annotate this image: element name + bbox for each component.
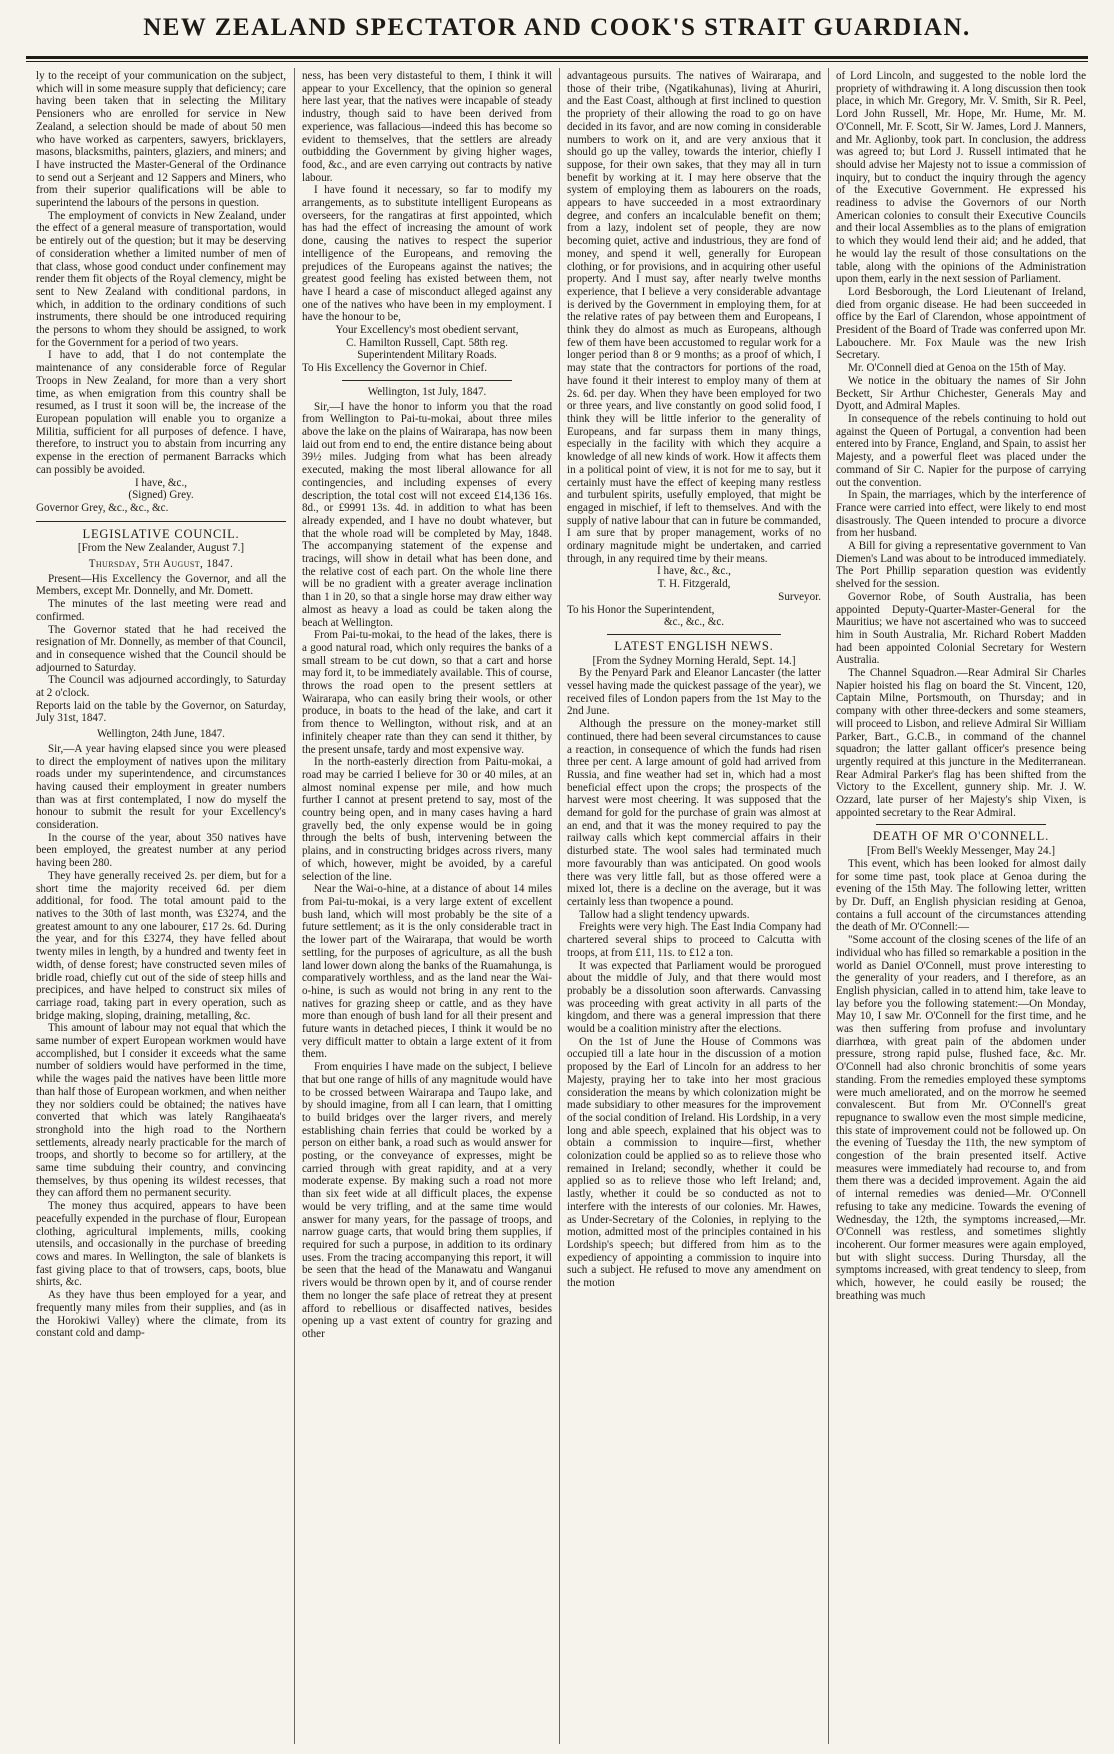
- section-rule: [607, 634, 781, 635]
- paragraph: I have to add, that I do not contemplate the maintenance of any considerable force of Regular Troops in New Zealand, for more than a very short time, as when emigration from this country shall be resumed, as I trust it soon will be, the increase of the European population will enable you to organize a Militia, sufficient for all purposes of defence. I have, therefore, to instruct you to abstain from incurring any expense in the erection of permanent Barracks which can possibly be avoided.: [36, 349, 286, 476]
- source-line: [From the Sydney Morning Herald, Sept. 14.]: [592, 654, 796, 667]
- paragraph: This event, which has been looked for almost daily for some time past, took place at Genoa during the evening of the 15th May. The following letter, written by Dr. Duff, an English physician residing at Genoa, contains a full account of the circumstances attending the death of Mr. O'Connell:—: [836, 857, 1086, 934]
- paragraph: A Bill for giving a representative government to Van Diemen's Land was about to be introduced immediately. The Port Phillip separation question was evidently shelved for the session.: [836, 540, 1086, 591]
- paragraph: On the 1st of June the House of Commons was occupied till a late hour in the discussion of a motion proposed by the Earl of Lincoln for an address to her Majesty, praying her to take into her most gracious consideration the means by which colonization might be made subsidiary to other measures for the improvement of the social condition of Ireland. His Lordship, in a very long and able speech, explained that his object was to obtain a commission to inquire—first, whether colonization could be applied so as to relieve those who remained in Ireland; secondly, whether it could be applied so as to relieve those who left Ireland; and, lastly, whether it could be so conducted as not to interfere with the interests of our colonies. Mr. Hawes, as Under-Secretary of the Colonies, in replying to the motion, admitted most of the principles contained in his Lordship's speech; but differed from him as to the expediency of appointing a commission to inquire into such a subject. He refused to move any amendment on the motion: [567, 1035, 821, 1290]
- paragraph: Reports laid on the table by the Governor, on Saturday, July 31st, 1847.: [36, 699, 286, 725]
- signature-line: &c., &c., &c.: [663, 616, 725, 629]
- paragraph: The Channel Squadron.—Rear Admiral Sir Charles Napier hoisted his flag on board the St. Vincent, 120, Captain Milne, Portsmouth, on Thursday; and in company with other three-deckers and some steamers, will proceed to Lisbon, and relieve Admiral Sir William Parker, Bart., G.C.B., in command of the channel squadron; the latter gallant officer's presence being urgently required at this juncture in the Mediterranean. Rear Admiral Parker's flag has been shifted from the Victory to the Excellent, gunnery ship. Mr. J. W. Ozzard, late purser of her Majesty's ship Vixen, is appointed secretary to the Rear Admiral.: [836, 667, 1086, 819]
- paragraph: advantageous pursuits. The natives of Wairarapa, and those of their tribe, (Ngatikahunas), living at Ahuriri, and the East Coast, although at first inclined to question the propriety of their allowing the road to go on have decided in its favor, and are now coming in considerable numbers to work on it, and are very anxious that it should go up the valley, towards the interior, chiefly I suppose, for their own sakes, that they may all in turn benefit by working at it. I may here observe that the system of employing them as labourers on the roads, appears to have succeeded in a most extraordinary degree, and confers an incalculable benefit on them; from a lazy, indolent set of people, they are now becoming quiet, active and industrious, they are fond of money, and spend it well, generally for European clothing, or for provisions, and in acquiring other useful property. And I must say, after nearly twelve months experience, that I believe a very considerable advantage is derived by the Government in employing them, for at the relative rates of pay between them and Europeans, I think they do almost as much as Europeans, although few of them have been accustomed to regular work for a longer period than 8 or 9 months; as a proof of which, I may state that the contractors for portions of the road, have found it their interest to employ many of them at 2s. 6d. per day. When they have been employed for two or three years, and live constantly on good solid food, I think they will be little inferior to the generality of Europeans, and far surpass them in many things, especially in the facility with which they acquire a knowledge of all new kinds of work. How it affects them in a political point of view, it is not for me to say, but it certainly must have the effect of keeping many restless and turbulent spirits, usefully employed, that might be engaged in mischief, if left to themselves. And with the supply of native labour that can in future be commanded, I am sure that by proper management, works of no ordinary magnitude might be undertaken, and carried through, in any required time by their means.: [567, 70, 821, 565]
- paragraph: Near the Wai-o-hine, at a distance of about 14 miles from Pai-tu-mokai, is a very large extent of excellent bush land, which will most probably be the site of a future settlement; as it is the only considerable tract in the lower part of the Wairarapa, that would be worth settling, for the purposes of agriculture, as all the bush land lower down along the banks of the Ruamahunga, is comparatively worthless, and as the land near the Wai-o-hine, is such as would not bring in any rent to the natives for grazing sheep or cattle, and as they have more than enough of bush land for all their present and future wants in detached pieces, I think it would be no very difficult matter to obtain a large extent of it from them.: [302, 883, 552, 1061]
- signature-line: To his Honor the Superintendent,: [567, 603, 715, 616]
- signature-line: Your Excellency's most obedient servant,: [335, 324, 519, 337]
- paragraph: The money thus acquired, appears to have been peacefully expended in the purchase of flour, European clothing, agricultural implements, mills, cooking utensils, and occasionally in the purchase of breeding cows and mares. In Wellington, the sale of blankets is fast giving place to that of trowsers, caps, boots, blue shirts, &c.: [36, 1200, 286, 1289]
- section-rule: [342, 380, 512, 381]
- signature-line: T. H. Fitzgerald,: [657, 578, 731, 591]
- source-line: [From the New Zealander, August 7.]: [77, 542, 245, 555]
- paragraph: ly to the receipt of your communication on the subject, which will in some measure supply that deficiency; care having been taken that in selecting the Military Pensioners who are enrolled for service in New Zealand, a selection should be made of about 50 men who have worked as carpenters, sawyers, bricklayers, masons, blacksmiths, painters, glaziers, and miners; and I have instructed the Master-General of the Ordinance to send out a Serjeant and 12 Sappers and Miners, who from their superior qualifications will be able to superintend the labours of the persons in question.: [36, 70, 286, 210]
- paragraph: Although the pressure on the money-market still continued, there had been several circumstances to cause a reaction, in consequence of which the funds had risen three per cent. A large amount of gold had arrived from Russia, and fine weather had set in, which had a most beneficial effect upon the crops; the prospects of the harvest were most cheering. It was supposed that the demand for gold for the purchase of grain was almost at an end, and that it was the money required to pay the railway calls which kept commercial affairs in their disturbed state. The wool sales had terminated much more favourably than was anticipated. On good wools there was very little fall, but as those offered were a mixed lot, there is a decline on the average, but it was certainly less than twopence a pound.: [567, 718, 821, 908]
- paragraph: Sir,—I have the honor to inform you that the road from Wellington to Pai-tu-mokai, about three miles above the lake on the plains of Wairarapa, has now been laid out from end to end, the entire distance being about 39½ miles. Judging from what has been already executed, making the most liberal allowance for all contingencies, and including expenses of every description, the total cost will not exceed £14,136 16s. 8d., or £9991 13s. 4d. in addition to what has been already expended, and I have no doubt whatever, but that the whole road will be completed by May, 1848. The accompanying statement of the expense and tracings, will show in detail what has been done, and the relative cost of each part. On the whole line there will be no gradient with a greater average inclination than 1 in 20, so that a single horse may draw either way almost as heavy a load as could be taken along the beach at Wellington.: [302, 400, 552, 629]
- column-divider: [294, 68, 295, 1744]
- paragraph: Freights were very high. The East India Company had chartered several ships to proceed to Calcutta with troops, at from £11, 11s. to £12 a ton.: [567, 921, 821, 959]
- section-heading: LEGISLATIVE COUNCIL.: [82, 526, 240, 541]
- section-heading: LATEST ENGLISH NEWS.: [614, 638, 774, 653]
- signature-line: Governor Grey, &c., &c., &c.: [36, 501, 169, 514]
- section-heading: DEATH OF MR O'CONNELL.: [872, 829, 1050, 844]
- paragraph: Tallow had a slight tendency upwards.: [579, 908, 750, 921]
- masthead-rule: [26, 56, 1088, 59]
- paragraph: ness, has been very distasteful to them, I think it will appear to your Excellency, that the opinion so general here last year, that the natives were incapable of steady industry, though said to have been derived from experience, was fallacious—indeed this has become so evident to themselves, that the settlers are already outbidding the Government by giving higher wages, food, &c., and are even carrying out contracts by native labour.: [302, 70, 552, 184]
- paragraph: The Council was adjourned accordingly, to Saturday at 2 o'clock.: [36, 674, 286, 700]
- paragraph: In the course of the year, about 350 natives have been employed, the greatest number at any period having been 280.: [36, 831, 286, 870]
- dateline: Thursday, 5th August, 1847.: [88, 558, 234, 571]
- masthead-rule-thin: [26, 61, 1088, 62]
- paragraph: By the Penyard Park and Eleanor Lancaster (the latter vessel having made the quickest passage of the year), we received files of London papers from the 1st May to the 2nd June.: [567, 667, 821, 718]
- paragraph: We notice in the obituary the names of Sir John Beckett, Sir Arthur Chichester, Generals May and Dyott, and Admiral Maples.: [836, 374, 1086, 413]
- column-3: [567, 70, 821, 1742]
- dateline: Wellington, 1st July, 1847.: [367, 385, 487, 398]
- paragraph: Governor Robe, of South Australia, has been appointed Deputy-Quarter-Master-General for the Mauritius; we have not ascertained who was to succeed him in South Australia, Mr. Richard Robert Madden had been appointed Colonial Secretary for Western Australia.: [836, 590, 1086, 667]
- column-4: [836, 70, 1086, 1742]
- signature-line: I have, &c., &c.,: [657, 565, 731, 578]
- paragraph: The minutes of the last meeting were read and confirmed.: [36, 598, 286, 623]
- paragraph: This amount of labour may not equal that which the same number of expert European workmen would have accomplished, but I consider it exceeds what the same number of soldiers would have performed in the time, while the wages paid the natives have been little more than half those of European workmen, and when neither they nor soldiers could be obtained; the natives have converted that which was lately Rangihaeata's stronghold into the high road to the Northern settlements, already nearly practicable for the march of troops, and shortly to become so for artillery, at the same time subduing their country, and convincing themselves, by thus opening its wildest recesses, that they can afford them no permanent security.: [36, 1022, 286, 1200]
- paragraph: Lord Besborough, the Lord Lieutenant of Ireland, died from organic disease. He had been succeeded in office by the Earl of Clarendon, whose appointment of President of the Board of Trade was conferred upon Mr. Labouchere. Mr. Fox Maule was the new Irish Secretary.: [836, 285, 1086, 362]
- paragraph: Sir,—A year having elapsed since you were pleased to direct the employment of natives upon the military roads under my superintendence, and circumstances having caused their employment in greater numbers than was at first contemplated, I now do myself the honour to submit the result for your Excellency's consideration.: [36, 742, 286, 832]
- signature-line: C. Hamilton Russell, Capt. 58th reg.: [346, 336, 508, 349]
- column-divider: [828, 68, 829, 1744]
- signature-line: Superintendent Military Roads.: [357, 349, 497, 362]
- paragraph: In Spain, the marriages, which by the interference of France were carried into effect, were likely to end most disastrously. The Queen intended to procure a divorce from her husband.: [836, 489, 1086, 540]
- paragraph: Present—His Excellency the Governor, and all the Members, except Mr. Donnelly, and Mr. Domett.: [36, 572, 286, 598]
- paragraph: As they have thus been employed for a year, and frequently many miles from their supplies, and (as in the Horokiwi Valley) where the climate, from its constant cold and damp-: [36, 1289, 286, 1340]
- paragraph: of Lord Lincoln, and suggested to the noble lord the propriety of withdrawing it. A long discussion then took place, in which Mr. Gregory, Mr. V. Smith, Sir R. Peel, Lord John Russell, Mr. Hope, Mr. Hume, Mr. M. O'Connell, Mr. F. Scott, Sir W. James, Lord J. Manners, and Mr. Aglionby, took part. In conclusion, the address was agreed to; but Lord J. Russell intimated that he should advise her Majesty not to issue a commission of inquiry, but to conduct the inquiry through the agency of the Executive Government. He expressed his readiness to advise the Governors of our North American colonies to consult their Executive Councils and their local Assemblies as to the plans of emigration to which they would lend their aid; and he added, that he would lay the result of those consultations on the table, along with the opinions of the Administration upon them, early in the next session of Parliament.: [836, 70, 1086, 286]
- signature-line: To His Excellency the Governor in Chief.: [302, 362, 487, 375]
- signature-line: I have, &c.,: [134, 476, 188, 489]
- column-2: [302, 70, 552, 1742]
- section-rule: [36, 521, 286, 522]
- paragraph: It was expected that Parliament would be prorogued about the middle of July, and that there would most probably be a dissolution soon afterwards. Canvassing was proceeding with great activity in all parts of the kingdom, and there was a general impression that there would be a coalition ministry after the elections.: [567, 959, 821, 1036]
- paragraph: The Governor stated that he had received the resignation of Mr. Donnelly, as member of that Council, and in consequence wished that the Council should be adjourned to Saturday.: [36, 623, 286, 674]
- section-rule: [876, 824, 1046, 825]
- paragraph: The employment of convicts in New Zealand, under the effect of a general measure of transportation, would be entirely out of the question; but it may be deserving of consideration whether a limited number of men of that class, whose good conduct under confinement may render them fit objects of the Royal clemency, might be sent to New Zealand with conditional pardons, in which, in addition to the ordinary conditions of such instruments, there should be one introduced requiring the persons to whom they should be assigned, to work for the Government for a period of two years.: [36, 209, 286, 349]
- signature-line: Surveyor.: [778, 590, 821, 603]
- source-line: [From Bell's Weekly Messenger, May 24.]: [866, 845, 1056, 858]
- paragraph: In consequence of the rebels continuing to hold out against the Queen of Portugal, a convention had been entered into by France, England, and Spain, to assist her Majesty, and a powerful fleet was placed under the command of Sir C. Napier for the purpose of carrying out the convention.: [836, 412, 1086, 489]
- paragraph: From Pai-tu-mokai, to the head of the lakes, there is a good natural road, which only requires the banks of a small stream to be cut down, so that a cart and horse may ford it, to be immediately available. This of course, throws the road open to the present settlers at Wairarapa, who can easily bring their wools, or other produce, in boats to the head of the lake, and cart it from thence to Wellington, without risk, and at an infinitely cheaper rate than they can send it thither, by the present unsafe, tardy and most expensive way.: [302, 629, 552, 756]
- column-divider: [559, 68, 560, 1744]
- paragraph: Mr. O'Connell died at Genoa on the 15th of May.: [848, 362, 1066, 375]
- column-1: [36, 70, 286, 1742]
- signature-line: (Signed) Grey.: [128, 489, 194, 502]
- masthead-title: NEW ZEALAND SPECTATOR AND COOK'S STRAIT GUARDIAN.: [143, 14, 971, 41]
- paragraph: From enquiries I have made on the subject, I believe that but one range of hills of any magnitude would have to be crossed between Wairarapa and Taupo lake, and by should imagine, from all I can learn, that I omitting to build bridges over the larger rivers, and merely establishing chain ferries that could be worked by a person on either bank, a road such as would answer for posting, or the conveyance of expresses, might be carried through with great rapidity, and at a very moderate expense. By making such a road not more than six feet wide at all difficult places, the expense would be very trifling, and at the same time would answer for many years, for the passage of troops, and narrow guage carts, that would bring them supplies, if required for such a purpose, in addition to its ordinary uses. From the tracing accompanying this report, it will be seen that the head of the Manawatu and Wanganui rivers would be thrown open by it, and of course render them no longer the safe place of retreat they at present afford to rebellious or disaffected natives, besides opening up a vast extent of country for grazing and other: [302, 1061, 552, 1340]
- paragraph: In the north-easterly direction from Paitu-mokai, a road may be carried I believe for 30 or 40 miles, at an almost nominal expense per mile, and how much further I cannot at present pretend to say, most of the country being open, and in many cases having a hard gravelly bed, the only expense would be in going through the belts of bush, intervening between the plains, and in constructing bridges across rivers, many of which, however, might be avoided, by a careful selection of the line.: [302, 756, 552, 883]
- paragraph: They have generally received 2s. per diem, but for a short time the majority received 6d. per diem additional, for food. The total amount paid to the natives to the 30th of last month, was £3274, and the greatest amount to any one labourer, £17 2s. 6d. During the year, and for this £3274, they have felled about twenty miles in length, by a hundred and twenty feet in width, of dense forest; have constructed seven miles of bridle road, chiefly cut out of the side of steep hills and precipices, and have helped to construct six miles of carriage road, taking part in every operation, such as bridge making, sloping, draining, metalling, &c.: [36, 869, 286, 1022]
- paragraph: "Some account of the closing scenes of the life of an individual who has filled so remarkable a position in the world as Daniel O'Connell, must prove interesting to the generality of your readers, and I therefore, as an English physician, called in to attend him, take leave to lay before you the following statement:—On Monday, May 10, I saw Mr. O'Connell for the first time, and he was then suffering from profuse and involuntary diarrhœa, with great pain of the abdomen under pressure, strong rapid pulse, flushed face, &c. Mr. O'Connell had also chronic bronchitis of some years standing. From the remedies employed these symptoms were much ameliorated, and on the morrow he seemed convalescent. But from Mr. O'Connell's great repugnance to swallow even the most simple medicine, this state of improvement could not be followed up. On the evening of Tuesday the 11th, the new symptom of congestion of the brain presented itself. Active measures were immediately had recourse to, and from them there was a decided improvement. Again the aid of internal remedies was denied—Mr. O'Connell refusing to take any medicine. Towards the evening of Wednesday, the 12th, the symptoms increased,—Mr. O'Connell was restless, and sometimes slightly incoherent. Our former measures were again employed, but with slight success. During Thursday, all the symptoms increased, with great tendency to sleep, from which, however, he could easily be roused; the breathing was much: [836, 934, 1086, 1302]
- paragraph: I have found it necessary, so far to modify my arrangements, as to substitute intelligent Europeans as overseers, for the rangatiras at first appointed, which has had the effect of increasing the amount of work done, causing the natives to respect the superior intelligence of the Europeans, and removing the prejudices of the Europeans against the natives; the greatest good feeling has existed between them, not have I heard a case of misconduct alleged against any one of the natives who have been in my employment. I have the honour to be,: [302, 184, 552, 324]
- dateline: Wellington, 24th June, 1847.: [97, 728, 225, 741]
